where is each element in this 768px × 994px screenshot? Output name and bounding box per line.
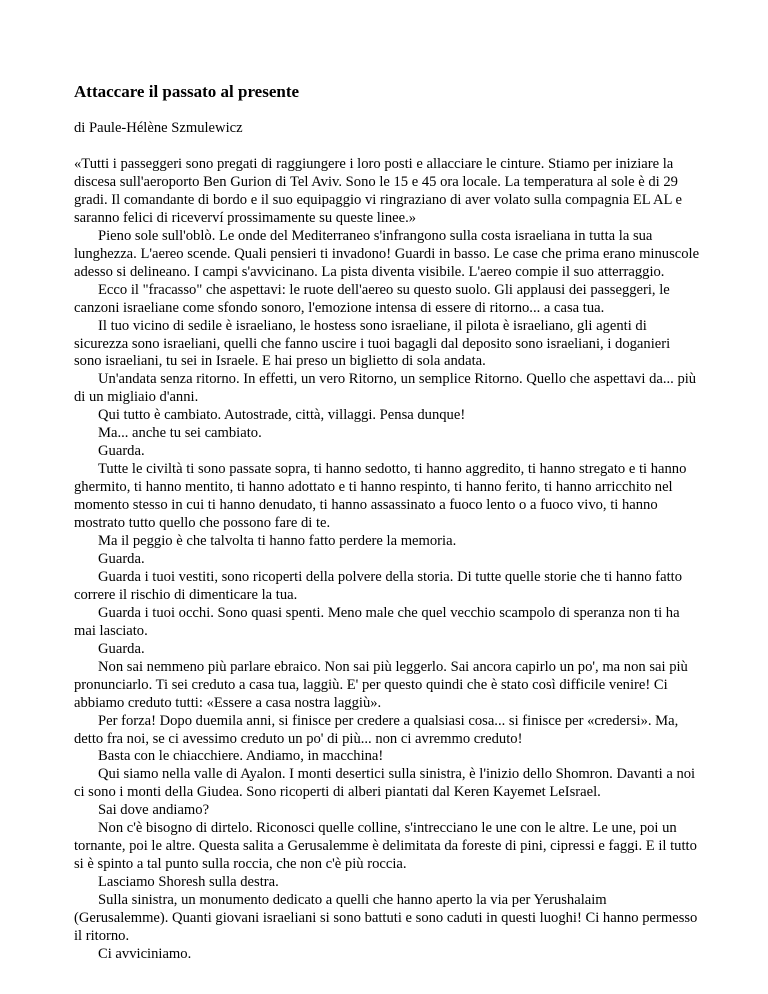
paragraph: Guarda.	[98, 550, 145, 567]
paragraph: Basta con le chiacchiere. Andiamo, in macchina!	[98, 748, 384, 765]
paragraph: Per forza! Dopo duemila anni, si finisce per credere a qualsiasi cosa... si finisce per «credersi». Ma, detto fra noi, se ci avessimo creduto un po' di più... non ci avremmo creduto!	[74, 712, 679, 747]
paragraph: Non sai nemmeno più parlare ebraico. Non sai più leggerlo. Sai ancora capirlo un po', ma non sai più pronunciarlo. Ti sei creduto a casa tua, laggiù. E' per questo quindi che è stato così difficile venire! Ci abbiamo creduto tutti: «Essere a casa nostra laggiù».	[74, 658, 688, 711]
document-title: Attaccare il passato al presente	[74, 82, 300, 101]
paragraph: Ma il peggio è che talvolta ti hanno fatto perdere la memoria.	[98, 533, 457, 550]
paragraph: Un'andata senza ritorno. In effetti, un vero Ritorno, un semplice Ritorno. Quello che aspettavi da... più di un migliaio d'anni.	[74, 371, 697, 406]
paragraph: Lasciamo Shoresh sulla destra.	[98, 874, 279, 891]
paragraph: Qui tutto è cambiato. Autostrade, città, villaggi. Pensa dunque!	[98, 407, 466, 424]
paragraph: Non c'è bisogno di dirtelo. Riconosci quelle colline, s'intrecciano le une con le altre. Le une, poi un tornante, poi le altre. Questa salita a Gerusalemme è delimitata da foreste di pini, cipressi e faggi. E il tutto si è spinto a tal punto sulla roccia, che non c'è più roccia.	[74, 820, 697, 873]
paragraph: Ci avviciniamo.	[98, 945, 192, 962]
paragraph: Pieno sole sull'oblò. Le onde del Mediterraneo s'infrangono sulla costa israeliana in tutta la sua lunghezza. L'aereo scende. Quali pensieri ti invadono! Guardi in basso. Le case che prima erano minuscole adesso si delineano. I campi s'avvicinano. La pista diventa visibile. L'aereo compie il suo atterraggio.	[74, 227, 700, 280]
paragraph: Guarda.	[98, 443, 145, 460]
author-byline: di Paule-Hélène Szmulewicz	[74, 120, 243, 136]
paragraph: Guarda i tuoi vestiti, sono ricoperti della polvere della storia. Di tutte quelle storie che ti hanno fatto correre il rischio di dimenticare la tua.	[74, 568, 682, 603]
paragraph: Ecco il "fracasso" che aspettavi: le ruote dell'aereo su questo suolo. Gli applausi dei passeggeri, le canzoni israeliane come sfondo sonoro, l'emozione intensa di essere di ritorno... a casa tua.	[74, 281, 670, 316]
paragraph: Sulla sinistra, un monumento dedicato a quelli che hanno aperto la via per Yerushalaim (Gerusalemme). Quanti giovani israeliani si sono battuti e sono caduti in questi luoghi! Ci hanno permesso il ritorno.	[74, 892, 698, 944]
paragraph: Sai dove andiamo?	[98, 802, 210, 819]
article-body	[74, 156, 700, 964]
paragraph: Guarda i tuoi occhi. Sono quasi spenti. Meno male che quel vecchio scampolo di speranza non ti ha mai lasciato.	[74, 604, 680, 639]
paragraph: Qui siamo nella valle di Ayalon. I monti desertici sulla sinistra, è l'inizio dello Shomron. Davanti a noi ci sono i monti della Giudea. Sono ricoperti di alberi piantati dal Keren Kayemet LeIsrael.	[74, 766, 696, 801]
paragraph: Guarda.	[98, 640, 145, 657]
paragraph: Tutte le civiltà ti sono passate sopra, ti hanno sedotto, ti hanno aggredito, ti hanno stregato e ti hanno ghermito, ti hanno mentito, ti hanno adottato e ti hanno respinto, ti hanno ferito, ti hanno arricchito nel momento stesso in cui ti hanno denudato, ti hanno assassinato a fuoco lento o a fuoco vivo, ti hanno mostrato tutto quello che possono fare di te.	[74, 461, 687, 532]
paragraph: Il tuo vicino di sedile è israeliano, le hostess sono israeliane, il pilota è israeliano, gli agenti di sicurezza sono israeliani, quelli che fanno uscire i tuoi bagagli dal deposito sono israeliani, i doganieri sono israeliani, tu sei in Israele. E hai preso un biglietto di sola andata.	[74, 317, 671, 370]
paragraph: «Tutti i passeggeri sono pregati di raggiungere i loro posti e allacciare le cinture. Stiamo per iniziare la discesa sull'aeroporto Ben Gurion di Tel Aviv. Sono le 15 e 45 ora locale. La temperatura al sole è di 29 gradi. Il comandante di bordo e il suo equipaggio vi ringraziano di aver volato sulla compagnia EL AL e saranno felici di riceverví prossimamente su queste linee.»	[74, 156, 683, 226]
document-page	[74, 82, 700, 964]
paragraph: Ma... anche tu sei cambiato.	[98, 425, 262, 442]
